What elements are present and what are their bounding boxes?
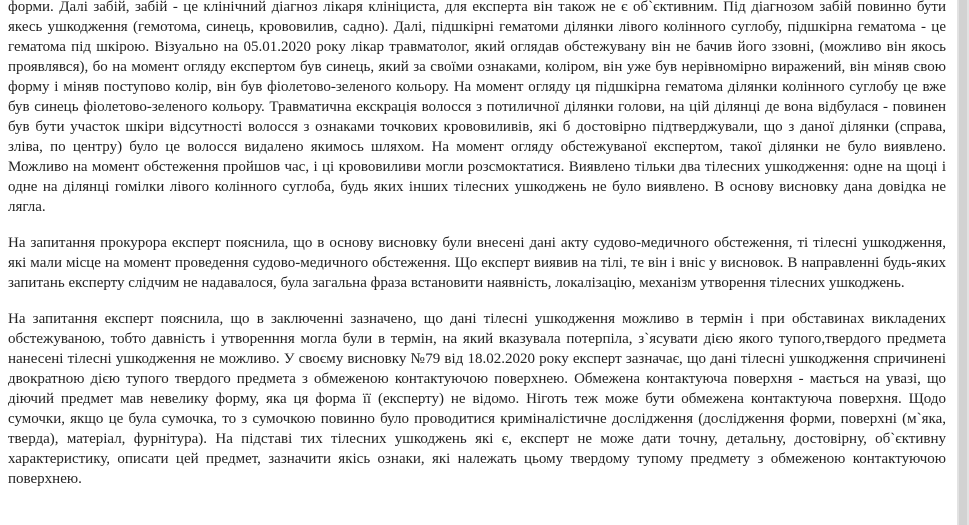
document-body [8,0,946,505]
vertical-scrollbar[interactable] [957,0,969,525]
scrollbar-thumb[interactable] [959,0,967,525]
paragraph-prosecutor-question: На запитання прокурора експерт пояснила, що в основу висновку були внесені дані акту судово-медичного обстеження, ті тілесні ушкодження, які мали місце на момент проведення судово-медичного обстеження. Що експерт виявив на тілі, те він і вніс у висновок. В направленні будь-яких запитань експерту слідчим не надавалося, була загальна фраза встановити наявність, локалізацію, механізм утворення тілесних ушкоджень. [8,235,946,291]
paragraph-expert-answer: На запитання експерт пояснила, що в заключенні зазначено, що дані тілесні ушкодження можливо в термін і при обставинах викладених обстежуваною, тобто давність і утворенння могла були в термін, на який вказувала потерпіла, з`ясувати дією якого тупого,твердого предмета нанесені тілесні ушкодження не можливо. У своєму висновку №79 від 18.02.2020 року експерт зазначає, що дані тілесні ушкодження спричинені двократною дією тупого твердого предмета з обмеженою контактуючою поверхнею. Обмежена контактуюча поверхня - мається на увазі, що діючий предмет мав невелику форму, яка ця форма її (експерту) не відомо. Ніготь теж може бути обмежена контактуюча поверхня. Щодо сумочки, якщо це була сумочка, то з сумочкою повинно було проводитися криміналістичне дослідження (дослідження форми, поверхні (м`яка, тверда), матеріал, фурнітура). На підставі тих тілесних ушкоджень які є, експерт не може дати точну, детальну, достовірну, об`єктивну характеристику, описати цей предмет, зазначити якісь ознаки, які належать цьому твердому тупому предмету з обмеженою контактуючою поверхнею. [8,311,946,487]
paragraph-findings: форми. Далі забій, забій - це клінічний діагноз лікаря клініциста, для експерта він також не є об`єктивним. Під діагнозом забій повинно бути якесь ушкодження (гемотома, синець, крововилив, садно). Далі, підшкірні гематоми ділянки лівого колінного суглобу, підшкірна гематома - це гематома під шкірою. Візуально на 05.01.2020 року лікар травматолог, який оглядав обстежувану він не бачив його ззовні, (можливо він якось проявлявся), бо на момент огляду експертом був синець, який за своїми ознаками, коліром, він уже був нерівномірно виражений, він міняв свою форму і міняв поступово колір, він був фіолетово-зеленого кольору. На момент огляду ця підшкірна гематома ділянки колінного суглобу це вже був синець фіолетово-зеленого кольору. Травматична екскрація волосся з потиличної ділянки голови, на цій ділянці де вона відбулася - повинен був бути участок шкіри відсутності волосся з ознаками точкових крововиливів, які б достовірно підтверджували, що з даної ділянки (справа, зліва, по центру) було це волосся видалено якимось шляхом. На момент огляду обстежуваної експертом, такої ділянки не було виявлено. Можливо на момент обстеження пройшов час, і ці крововиливи могли розсмоктатися. Виявлено тільки два тілесних ушкодження: одне на щоці і одне на ділянці гомілки лівого колінного суглоба, будь яких інших тілесних ушкоджень не було виявлено. В основу висновку дана довідка не лягла. [8,0,946,215]
